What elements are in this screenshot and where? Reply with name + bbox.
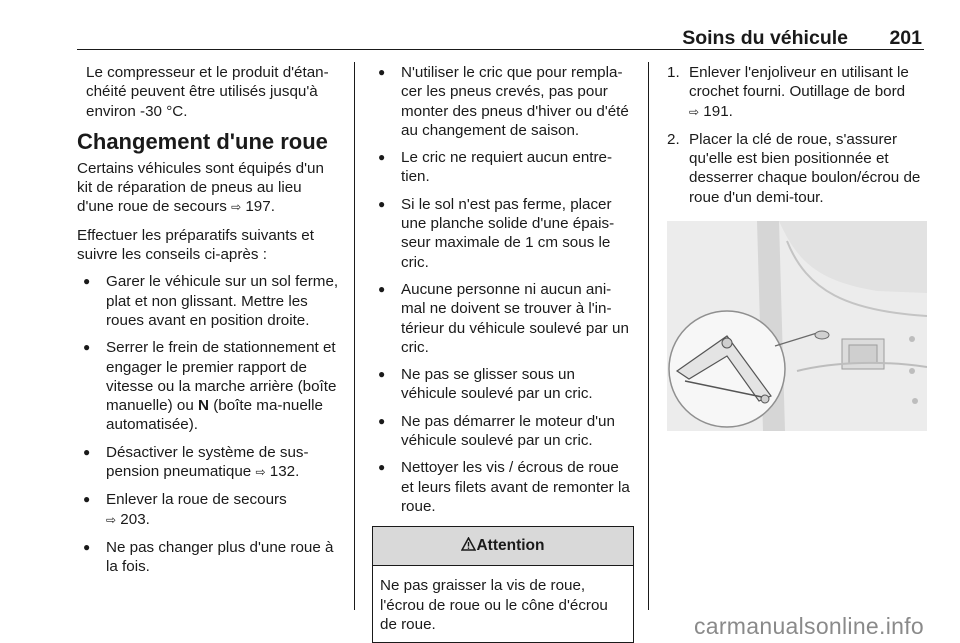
list-item: ● Désactiver le système de sus-pension pneumatique ⇨ 132. — [77, 443, 340, 483]
attention-header — [373, 527, 633, 566]
paragraph-1: Certains véhicules sont équipés d'un kit de réparation de pneus au lieu d'une roue de secours ⇨ 197. — [77, 159, 324, 216]
attention-text: Ne pas graisser la vis de roue, l'écrou de roue ou le cône d'écrou de roue. — [380, 577, 608, 633]
list-item: ● Ne pas changer plus d'une roue à la fois. — [77, 538, 340, 577]
steps-list — [667, 63, 927, 207]
reference-arrow-icon: ⇨ — [231, 200, 242, 215]
page-reference[interactable]: 197. — [245, 198, 275, 216]
column-2 — [372, 63, 634, 643]
list-item: ● Nettoyer les vis / écrous de roue et leurs filets avant de remonter la roue. — [372, 458, 634, 516]
section-heading: Changement d'une roue — [77, 128, 328, 154]
list-item: ● Si le sol n'est pas ferme, placer une planche solide d'une épais-seur maximale de 1 cm sous le cric. — [372, 195, 634, 272]
warning-triangle-icon — [461, 537, 476, 551]
reference-arrow-icon: ⇨ — [255, 465, 266, 480]
list-item: ● N'utiliser le cric que pour rempla-cer les pneus crevés, pas pour monter des pneus d'hiver ou d'été au changement de saison. — [372, 63, 634, 140]
attention-box — [372, 526, 634, 643]
list-item: ● Enlever la roue de secours ⇨ 203. — [77, 490, 340, 530]
header-title: Soins du véhicule — [682, 27, 848, 49]
list-item: ● Le cric ne requiert aucun entre-tien. — [372, 148, 634, 187]
column-3 — [667, 63, 927, 436]
page-number: 201 — [889, 27, 922, 49]
step-number: 2. — [667, 130, 680, 148]
list-item: ● Garer le véhicule sur un sol ferme, plat et non glissant. Mettre les roues avant en position droite. — [77, 272, 340, 330]
step-item: 2. Placer la clé de roue, s'assurer qu'elle est bien positionnée et desserrer chaque boulon/écrou de roue d'un demi-tour. — [667, 130, 921, 206]
column-divider-1 — [354, 62, 355, 610]
attention-title: Attention — [476, 537, 545, 555]
list-item: ● Aucune personne ni aucun ani-mal ne doivent se trouver à l'in-térieur du véhicule soulevé par un cric. — [372, 280, 634, 357]
list-item: ● Ne pas démarrer le moteur d'un véhicule soulevé par un cric. — [372, 412, 634, 451]
reference-arrow-icon: ⇨ — [106, 512, 117, 527]
paragraph-2: Effectuer les préparatifs suivants et suivre les conseils ci-après : — [77, 226, 314, 264]
step-item: 1. Enlever l'enjoliveur en utilisant le crochet fourni. Outillage de bord ⇨ 191. — [667, 64, 909, 120]
safety-list — [372, 63, 634, 516]
page-reference[interactable]: 191. — [703, 102, 733, 120]
jack-illustration — [667, 221, 927, 431]
preparation-list — [77, 272, 340, 576]
watermark: carmanualsonline.info — [693, 613, 924, 639]
header-rule — [77, 49, 924, 50]
reference-arrow-icon: ⇨ — [689, 104, 700, 119]
intro-paragraph: Le compresseur et le produit d'étan-chéité peuvent être utilisés jusqu'à environ -30 °C. — [86, 64, 329, 120]
page-reference[interactable]: 203. — [120, 510, 150, 528]
page-reference[interactable]: 132. — [269, 463, 300, 481]
list-item: ● Serrer le frein de stationnement et engager le premier rapport de vitesse ou la marche arrière (boîte manuelle) ou N (boîte ma-nuelle automatisée). — [77, 338, 340, 434]
column-1 — [77, 63, 340, 585]
list-item: ● Ne pas se glisser sous un véhicule soulevé par un cric. — [372, 365, 634, 404]
column-divider-2 — [648, 62, 649, 610]
step-number: 1. — [667, 64, 680, 81]
